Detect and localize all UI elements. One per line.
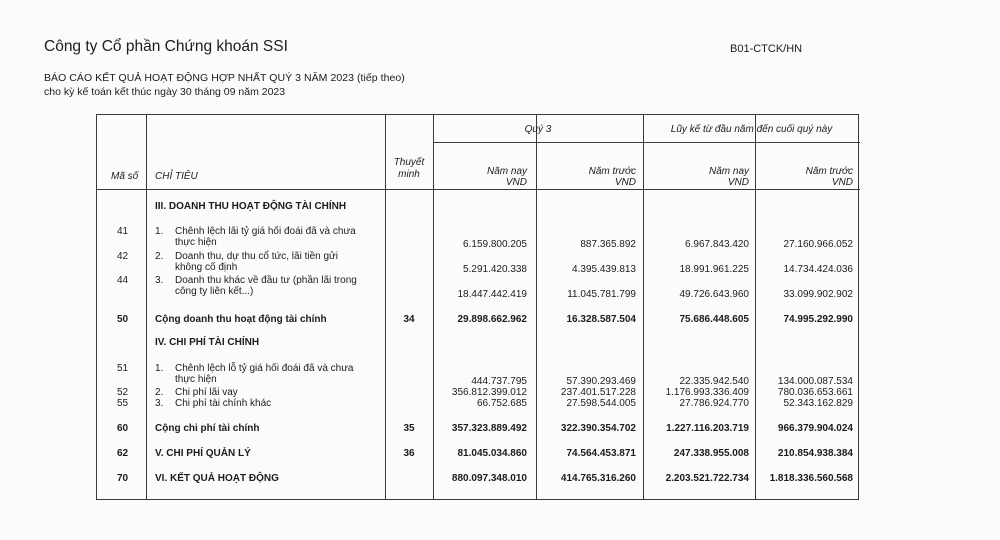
row-index: 1.	[155, 226, 164, 237]
cell-ytd-this-year: 18.991.961.225	[679, 264, 749, 275]
row-label: Doanh thu, dự thu cổ tức, lãi tiền gửi	[175, 251, 338, 262]
cell-ytd-last-year: 74.995.292.990	[783, 314, 853, 325]
row-code: 42	[117, 251, 129, 262]
cell-q3-this-year: 444.737.795	[471, 376, 527, 387]
cell-ytd-last-year: 1.818.336.560.568	[769, 473, 853, 484]
row-label: V. CHI PHÍ QUẢN LÝ	[155, 448, 251, 459]
section-title: III. DOANH THU HOẠT ĐỘNG TÀI CHÍNH	[155, 201, 347, 212]
row-index: 2.	[155, 387, 164, 398]
cell-q3-last-year: 414.765.316.260	[560, 473, 636, 484]
header-item: CHỈ TIÊU	[155, 171, 198, 182]
row-code: 44	[117, 275, 129, 286]
header-q3-last-year: Năm trước	[588, 166, 636, 177]
row-index: 2.	[155, 251, 164, 262]
cell-ytd-this-year: 1.176.993.336.409	[665, 387, 749, 398]
header-unit: VND	[727, 177, 749, 188]
header-code: Mã số	[111, 171, 139, 182]
cell-ytd-this-year: 2.203.521.722.734	[665, 473, 749, 484]
cell-ytd-this-year: 1.227.116.203.719	[666, 423, 749, 434]
cell-ytd-last-year: 27.160.966.052	[783, 239, 853, 250]
row-label: Doanh thu khác về đầu tư (phần lãi trong	[175, 275, 357, 286]
report-subtitle: cho kỳ kế toán kết thúc ngày 30 tháng 09 năm 2023	[44, 86, 286, 98]
row-label: Cộng doanh thu hoạt động tài chính	[155, 314, 327, 325]
cell-ytd-this-year: 6.967.843.420	[685, 239, 749, 250]
cell-ytd-last-year: 52.343.162.829	[783, 398, 853, 409]
cell-q3-this-year: 29.898.662.962	[457, 314, 527, 325]
row-label: Chênh lệch lỗ tỷ giá hối đoái đã và chưa	[175, 363, 354, 374]
cell-q3-last-year: 27.598.544.005	[566, 398, 636, 409]
row-label-cont: thực hiện	[175, 237, 217, 248]
cell-q3-this-year: 81.045.034.860	[457, 448, 527, 459]
row-label-cont: công ty liên kết...)	[175, 286, 254, 297]
header-ytd-last-year: Năm trước	[805, 166, 853, 177]
income-statement-table	[96, 114, 859, 500]
cell-q3-this-year: 18.447.442.419	[457, 289, 527, 300]
cell-q3-last-year: 887.365.892	[580, 239, 636, 250]
cell-ytd-last-year: 33.099.902.902	[783, 289, 853, 300]
cell-q3-this-year: 6.159.800.205	[463, 239, 527, 250]
cell-ytd-last-year: 14.734.424.036	[783, 264, 853, 275]
row-index: 1.	[155, 363, 164, 374]
cell-q3-this-year: 357.323.889.492	[451, 423, 527, 434]
row-index: 3.	[155, 398, 164, 409]
header-ytd: Lũy kế từ đầu năm đến cuối quý này	[670, 124, 833, 135]
row-code: 60	[117, 423, 129, 434]
row-note: 36	[403, 448, 415, 459]
row-index: 3.	[155, 275, 164, 286]
cell-ytd-last-year: 966.379.904.024	[777, 423, 853, 434]
header-note-2: minh	[398, 169, 420, 180]
section-title: IV. CHI PHÍ TÀI CHÍNH	[155, 337, 260, 348]
row-label: Cộng chi phí tài chính	[155, 423, 260, 434]
cell-q3-last-year: 322.390.354.702	[560, 423, 636, 434]
row-label: Chênh lệch lãi tỷ giá hối đoái đã và chưa	[175, 226, 356, 237]
col-divider	[146, 115, 147, 499]
cell-q3-last-year: 16.328.587.504	[566, 314, 636, 325]
form-code: B01-CTCK/HN	[730, 43, 803, 55]
row-code: 51	[117, 363, 129, 374]
header-unit: VND	[614, 177, 636, 188]
cell-q3-last-year: 74.564.453.871	[566, 448, 636, 459]
cell-ytd-last-year: 780.036.653.661	[777, 387, 853, 398]
cell-q3-last-year: 237.401.517.228	[560, 387, 636, 398]
cell-q3-this-year: 356.812.399.012	[451, 387, 527, 398]
row-code: 52	[117, 387, 129, 398]
company-name: Công ty Cổ phần Chứng khoán SSI	[44, 38, 288, 55]
cell-ytd-this-year: 75.686.448.605	[679, 314, 749, 325]
header-note-1: Thuyết	[393, 157, 425, 168]
row-label: Chi phí tài chính khác	[175, 398, 272, 409]
cell-q3-this-year: 5.291.420.338	[463, 264, 527, 275]
cell-ytd-last-year: 210.854.938.384	[777, 448, 853, 459]
row-label: VI. KẾT QUẢ HOẠT ĐỘNG	[155, 473, 279, 484]
cell-q3-last-year: 57.390.293.469	[566, 376, 636, 387]
header-unit: VND	[831, 177, 853, 188]
cell-ytd-this-year: 247.338.955.008	[673, 448, 749, 459]
header-group-divider	[433, 142, 860, 143]
row-code: 41	[117, 226, 129, 237]
header-unit: VND	[505, 177, 527, 188]
header-bottom-line	[97, 189, 860, 190]
cell-q3-this-year: 880.097.348.010	[451, 473, 527, 484]
row-label-cont: thực hiện	[175, 374, 217, 385]
cell-ytd-last-year: 134.000.087.534	[777, 376, 853, 387]
row-code: 50	[117, 314, 129, 325]
cell-ytd-this-year: 27.786.924.770	[679, 398, 749, 409]
cell-q3-last-year: 11.045.781.799	[567, 289, 636, 300]
row-code: 62	[117, 448, 129, 459]
row-code: 55	[117, 398, 129, 409]
row-code: 70	[117, 473, 129, 484]
header-q3-this-year: Năm nay	[486, 166, 527, 177]
cell-ytd-this-year: 22.335.942.540	[679, 376, 749, 387]
report-title: BÁO CÁO KẾT QUẢ HOẠT ĐỘNG HỢP NHẤT QUÝ 3 NĂM 2023 (tiếp theo)	[44, 72, 405, 84]
row-note: 35	[403, 423, 415, 434]
header-ytd-this-year: Năm nay	[708, 166, 749, 177]
cell-q3-this-year: 66.752.685	[476, 398, 527, 409]
cell-ytd-this-year: 49.726.643.960	[679, 289, 749, 300]
row-label-cont: không cố định	[175, 262, 238, 273]
header-q3: Quý 3	[524, 124, 552, 135]
cell-q3-last-year: 4.395.439.813	[572, 264, 636, 275]
row-label: Chi phí lãi vay	[175, 387, 238, 398]
row-note: 34	[403, 314, 415, 325]
